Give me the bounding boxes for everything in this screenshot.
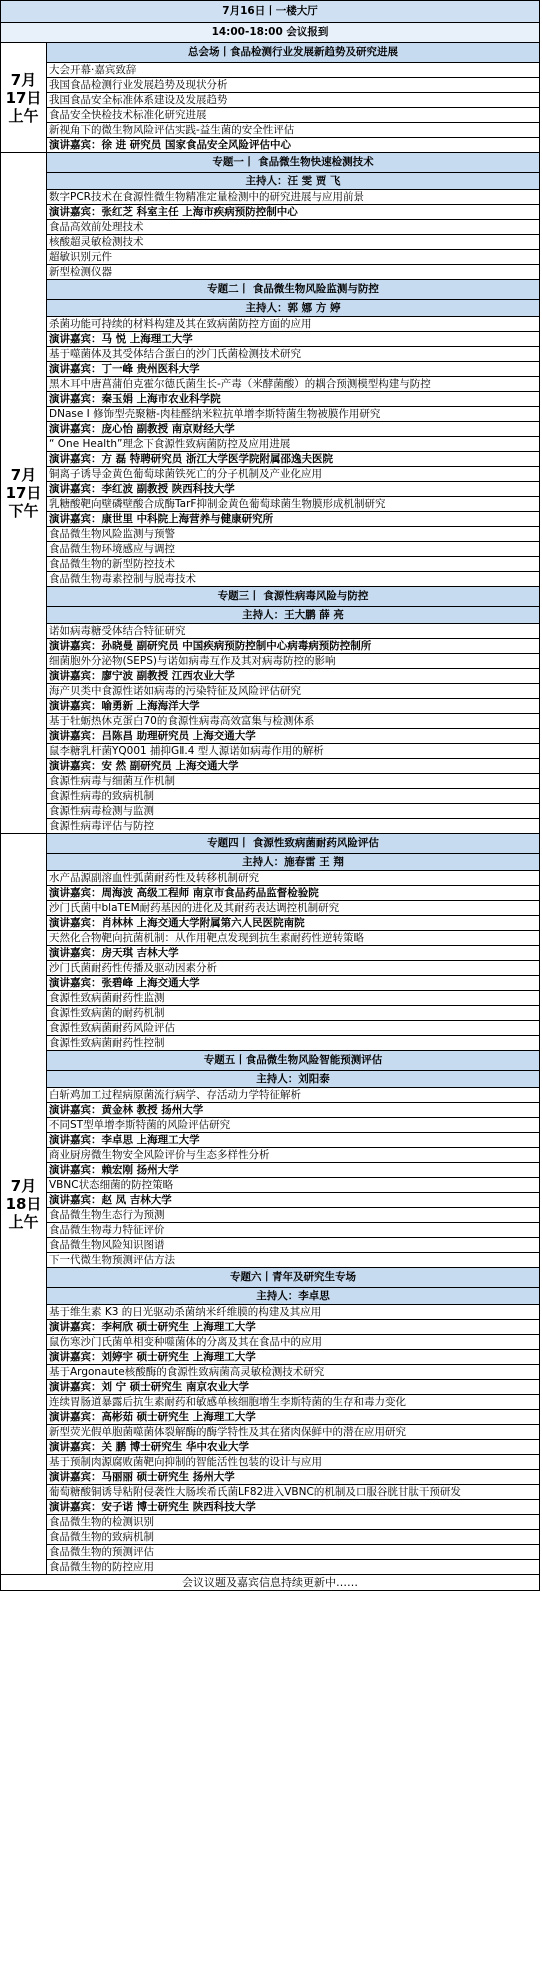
speaker-row [1,759,540,774]
topic-row [1,819,540,834]
topic-row [1,572,540,587]
session-host-row [1,607,540,624]
topic-text: 基于Argonaute核酸酶的食源性致病菌高灵敏检测技术研究 [47,1365,540,1380]
topic-row [1,1148,540,1163]
session-title: 总会场丨食品检测行业发展新趋势及研究进展 [47,43,540,63]
speaker-row [1,482,540,497]
speaker-info: 演讲嘉宾：高彬茹 硕士研究生 上海理工大学 [47,1410,540,1425]
topic-text: 基于预制肉源腐败菌靶向抑制的智能活性包装的设计与应用 [47,1455,540,1470]
topic-text: 食源性病毒评估与防控 [47,819,540,834]
topic-text: 食品微生物毒力特征评价 [47,1223,540,1238]
speaker-row [1,1193,540,1208]
topic-row [1,542,540,557]
topic-row [1,123,540,138]
topic-row [1,377,540,392]
speaker-row [1,699,540,714]
topic-row [1,654,540,669]
topic-text: DNase I 修饰型壳聚糖-肉桂醛纳米粒抗单增李斯特菌生物被膜作用研究 [47,407,540,422]
date-location-label: 7月16日丨一楼大厅 [1,1,540,23]
speaker-row [1,1500,540,1515]
topic-text: 食品微生物风险知识图谱 [47,1238,540,1253]
topic-row [1,1088,540,1103]
speaker-info: 演讲嘉宾：李柯欣 硕士研究生 上海理工大学 [47,1320,540,1335]
speaker-row [1,1163,540,1178]
speaker-info: 演讲嘉宾：马丽丽 硕士研究生 扬州大学 [47,1470,540,1485]
speaker-row [1,512,540,527]
topic-text: 黑木耳中唐菖蒲伯克霍尔德氏菌生长-产毒（米酵菌酸）的耦合预测模型构建与防控 [47,377,540,392]
speaker-info: 演讲嘉宾：喻勇新 上海海洋大学 [47,699,540,714]
speaker-row [1,332,540,347]
speaker-row [1,1410,540,1425]
day-label: 7月17日上午 [1,43,47,153]
topic-row [1,1006,540,1021]
topic-row [1,871,540,886]
speaker-info: 演讲嘉宾：肖林林 上海交通大学附属第六人民医院南院 [47,916,540,931]
speaker-info: 演讲嘉宾：徐 进 研究员 国家食品安全风险评估中心 [47,138,540,153]
topic-text: 沙门氏菌中blaTEM耐药基因的进化及其耐药表达调控机制研究 [47,901,540,916]
topic-row [1,1395,540,1410]
speaker-row [1,886,540,901]
speaker-info: 演讲嘉宾：张红芝 科室主任 上海市疾病预防控制中心 [47,205,540,220]
speaker-info: 演讲嘉宾：秦玉娟 上海市农业科学院 [47,392,540,407]
speaker-row [1,205,540,220]
speaker-row [1,392,540,407]
session-host-row [1,300,540,317]
topic-text: 新视角下的微生物风险评估实践-益生菌的安全性评估 [47,123,540,138]
topic-text: 基于噬菌体及其受体结合蛋白的沙门氏菌检测技术研究 [47,347,540,362]
topic-text: 不同ST型单增李斯特菌的风险评估研究 [47,1118,540,1133]
topic-text: 食品微生物的致病机制 [47,1530,540,1545]
speaker-info: 演讲嘉宾：丁一峰 贵州医科大学 [47,362,540,377]
topic-text: 白斩鸡加工过程病原菌流行病学、存活动力学特征解析 [47,1088,540,1103]
topic-text: 食品微生物的检测识别 [47,1515,540,1530]
session-title: 专题四丨 食源性致病菌耐药风险评估 [47,834,540,854]
session-host: 主持人：王大鹏 薛 亮 [47,607,540,624]
topic-row [1,108,540,123]
topic-row [1,1223,540,1238]
topic-row [1,714,540,729]
topic-row [1,78,540,93]
topic-text: 食品微生物环境感应与调控 [47,542,540,557]
topic-row [1,265,540,280]
session-host-row [1,173,540,190]
topic-text: 水产品源副溶血性弧菌耐药性及转移机制研究 [47,871,540,886]
topic-row [1,235,540,250]
registration-label: 14:00-18:00 会议报到 [1,23,540,43]
session-host: 主持人：刘阳泰 [47,1071,540,1088]
session-host: 主持人：郭 娜 方 婷 [47,300,540,317]
session-title-row [1,153,540,173]
topic-row [1,1365,540,1380]
topic-text: 食源性病毒的致病机制 [47,789,540,804]
topic-text: 食品高效前处理技术 [47,220,540,235]
topic-text: 数字PCR技术在食源性微生物精准定量检测中的研究进展与应用前景 [47,190,540,205]
topic-row [1,250,540,265]
topic-text: 基于牡蛎热休克蛋白70的食源性病毒高效富集与检测体系 [47,714,540,729]
speaker-info: 演讲嘉宾：赖宏刚 扬州大学 [47,1163,540,1178]
speaker-row [1,1103,540,1118]
topic-text: 食源性致病菌耐药性监测 [47,991,540,1006]
session-host-row [1,1288,540,1305]
speaker-row [1,138,540,153]
topic-text: 海产贝类中食源性诺如病毒的污染特征及风险评估研究 [47,684,540,699]
session-title: 专题三丨 食源性病毒风险与防控 [47,587,540,607]
topic-row [1,1530,540,1545]
session-host: 主持人：李卓思 [47,1288,540,1305]
topic-text: 细菌胞外分泌物(SEPS)与诺如病毒互作及其对病毒防控的影响 [47,654,540,669]
speaker-row [1,1470,540,1485]
topic-text: 食源性致病菌耐药性控制 [47,1036,540,1051]
topic-text: 食源性病毒检测与监测 [47,804,540,819]
speaker-info: 演讲嘉宾：黄金林 教授 扬州大学 [47,1103,540,1118]
topic-row [1,1305,540,1320]
topic-text: 食源性病毒与细菌互作机制 [47,774,540,789]
footer-note: 会议议题及嘉宾信息持续更新中…… [0,1575,540,1591]
topic-text: 食品微生物的新型防控技术 [47,557,540,572]
topic-row [1,774,540,789]
speaker-row [1,639,540,654]
topic-text: 超敏识别元件 [47,250,540,265]
session-host-row [1,854,540,871]
topic-text: VBNC状态细菌的防控策略 [47,1178,540,1193]
speaker-info: 演讲嘉宾：李卓思 上海理工大学 [47,1133,540,1148]
topic-row [1,407,540,422]
topic-row [1,1485,540,1500]
speaker-row [1,976,540,991]
session-title-row [1,43,540,63]
speaker-info: 演讲嘉宾：安子诺 博士研究生 陕西科技大学 [47,1500,540,1515]
speaker-info: 演讲嘉宾：周海波 高级工程师 南京市食品药品监督检验院 [47,886,540,901]
speaker-info: 演讲嘉宾：李红波 副教授 陕西科技大学 [47,482,540,497]
session-title-row [1,280,540,300]
topic-text: 天然化合物靶向抗菌机制：从作用靶点发现到抗生素耐药性逆转策略 [47,931,540,946]
speaker-info: 演讲嘉宾：关 鹏 博士研究生 华中农业大学 [47,1440,540,1455]
speaker-row [1,1320,540,1335]
session-title: 专题一丨 食品微生物快速检测技术 [47,153,540,173]
topic-text: 食品微生物风险监测与预警 [47,527,540,542]
topic-text: 商业厨房微生物安全风险评价与生态多样性分析 [47,1148,540,1163]
topic-row [1,317,540,332]
topic-text: 食品微生物毒素控制与脱毒技术 [47,572,540,587]
topic-row [1,467,540,482]
topic-row [1,1036,540,1051]
topic-row [1,497,540,512]
topic-row [1,1238,540,1253]
topic-text: 食品微生物生态行为预测 [47,1208,540,1223]
topic-row [1,220,540,235]
speaker-row [1,1380,540,1395]
topic-row [1,1425,540,1440]
session-host-row [1,1071,540,1088]
topic-row [1,931,540,946]
topic-row [1,1253,540,1268]
session-title: 专题六丨青年及研究生专场 [47,1268,540,1288]
speaker-row [1,452,540,467]
topic-row [1,991,540,1006]
speaker-info: 演讲嘉宾：马 悦 上海理工大学 [47,332,540,347]
session-title: 专题五丨食品微生物风险智能预测评估 [47,1051,540,1071]
session-title-row [1,587,540,607]
speaker-info: 演讲嘉宾：康世里 中科院上海营养与健康研究所 [47,512,540,527]
speaker-info: 演讲嘉宾：方 磊 特聘研究员 浙江大学医学院附属邵逸夫医院 [47,452,540,467]
topic-row [1,190,540,205]
topic-row [1,1178,540,1193]
topic-row [1,347,540,362]
speaker-row [1,1440,540,1455]
topic-text: 食品安全快检技术标准化研究进展 [47,108,540,123]
topic-row [1,1560,540,1575]
speaker-row [1,1133,540,1148]
speaker-row [1,916,540,931]
topic-text: 诺如病毒糖受体结合特征研究 [47,624,540,639]
topic-text: 新型荧光假单胞菌噬菌体裂解酶的酶学特性及其在猪肉保鲜中的潜在应用研究 [47,1425,540,1440]
topic-text: 食品微生物的防控应用 [47,1560,540,1575]
speaker-info: 演讲嘉宾：庞心怡 副教授 南京财经大学 [47,422,540,437]
speaker-info: 演讲嘉宾：安 然 副研究员 上海交通大学 [47,759,540,774]
topic-row [1,961,540,976]
topic-text: 基于维生素 K3 的日光驱动杀菌纳米纤维膜的构建及其应用 [47,1305,540,1320]
topic-text: 下一代微生物预测评估方法 [47,1253,540,1268]
speaker-row [1,422,540,437]
session-title-row [1,834,540,854]
speaker-row [1,946,540,961]
topic-row [1,1515,540,1530]
topic-text: 葡萄糖酸铜诱导粘附侵袭性大肠埃希氏菌LF82进入VBNC的机制及口服谷胱甘肽干预研发 [47,1485,540,1500]
speaker-info: 演讲嘉宾：房天琪 吉林大学 [47,946,540,961]
day-label: 7月18日上午 [1,834,47,1575]
topic-row [1,1118,540,1133]
topic-text: “ One Health”理念下食源性致病菌防控及应用进展 [47,437,540,452]
speaker-row [1,729,540,744]
session-host: 主持人：汪 雯 贾 飞 [47,173,540,190]
session-host: 主持人：施春雷 王 翔 [47,854,540,871]
speaker-row [1,1350,540,1365]
topic-row [1,1208,540,1223]
topic-text: 杀菌功能可持续的材料构建及其在致病菌防控方面的应用 [47,317,540,332]
speaker-info: 演讲嘉宾：吕陈昌 助理研究员 上海交通大学 [47,729,540,744]
topic-row [1,804,540,819]
topic-text: 食源性致病菌耐药风险评估 [47,1021,540,1036]
topic-row [1,789,540,804]
topic-row [1,527,540,542]
speaker-info: 演讲嘉宾：孙晓曼 副研究员 中国疾病预防控制中心病毒病预防控制所 [47,639,540,654]
topic-row [1,624,540,639]
topic-row [1,744,540,759]
topic-row [1,1335,540,1350]
topic-text: 我国食品检测行业发展趋势及现状分析 [47,78,540,93]
topic-text: 鼠伤寒沙门氏菌单相变种噬菌体的分离及其在食品中的应用 [47,1335,540,1350]
topic-row [1,684,540,699]
topic-text: 核酸超灵敏检测技术 [47,235,540,250]
topic-text: 连续胃肠道暴露后抗生素耐药和敏感单核细胞增生李斯特菌的生存和毒力变化 [47,1395,540,1410]
date-location-row [1,1,540,23]
topic-row [1,557,540,572]
topic-row [1,437,540,452]
topic-row [1,63,540,78]
topic-text: 大会开幕·嘉宾致辞 [47,63,540,78]
topic-text: 我国食品安全标准体系建设及发展趋势 [47,93,540,108]
topic-row [1,901,540,916]
topic-text: 铜离子诱导金黄色葡萄球菌铁死亡的分子机制及产业化应用 [47,467,540,482]
speaker-info: 演讲嘉宾：刘 宁 硕士研究生 南京农业大学 [47,1380,540,1395]
session-title-row [1,1051,540,1071]
registration-row [1,23,540,43]
speaker-info: 演讲嘉宾：廖宁波 副教授 江西农业大学 [47,669,540,684]
topic-text: 新型检测仪器 [47,265,540,280]
topic-text: 食品微生物的预测评估 [47,1545,540,1560]
topic-text: 乳糖酸靶向壁磷壁酸合成酶TarF抑制金黄色葡萄球菌生物膜形成机制研究 [47,497,540,512]
topic-row [1,1545,540,1560]
speaker-info: 演讲嘉宾：刘婷宇 硕士研究生 上海理工大学 [47,1350,540,1365]
topic-row [1,93,540,108]
topic-text: 鼠李糖乳杆菌YQ001 捕抑GⅡ.4 型人源诺如病毒作用的解析 [47,744,540,759]
session-title: 专题二丨 食品微生物风险监测与防控 [47,280,540,300]
day-label: 7月17日下午 [1,153,47,834]
topic-row [1,1021,540,1036]
topic-row [1,1455,540,1470]
speaker-row [1,669,540,684]
speaker-info: 演讲嘉宾：赵 凤 吉林大学 [47,1193,540,1208]
speaker-row [1,362,540,377]
topic-text: 沙门氏菌耐药性传播及驱动因素分析 [47,961,540,976]
session-title-row [1,1268,540,1288]
topic-text: 食源性致病菌的耐药机制 [47,1006,540,1021]
speaker-info: 演讲嘉宾：张碧峰 上海交通大学 [47,976,540,991]
